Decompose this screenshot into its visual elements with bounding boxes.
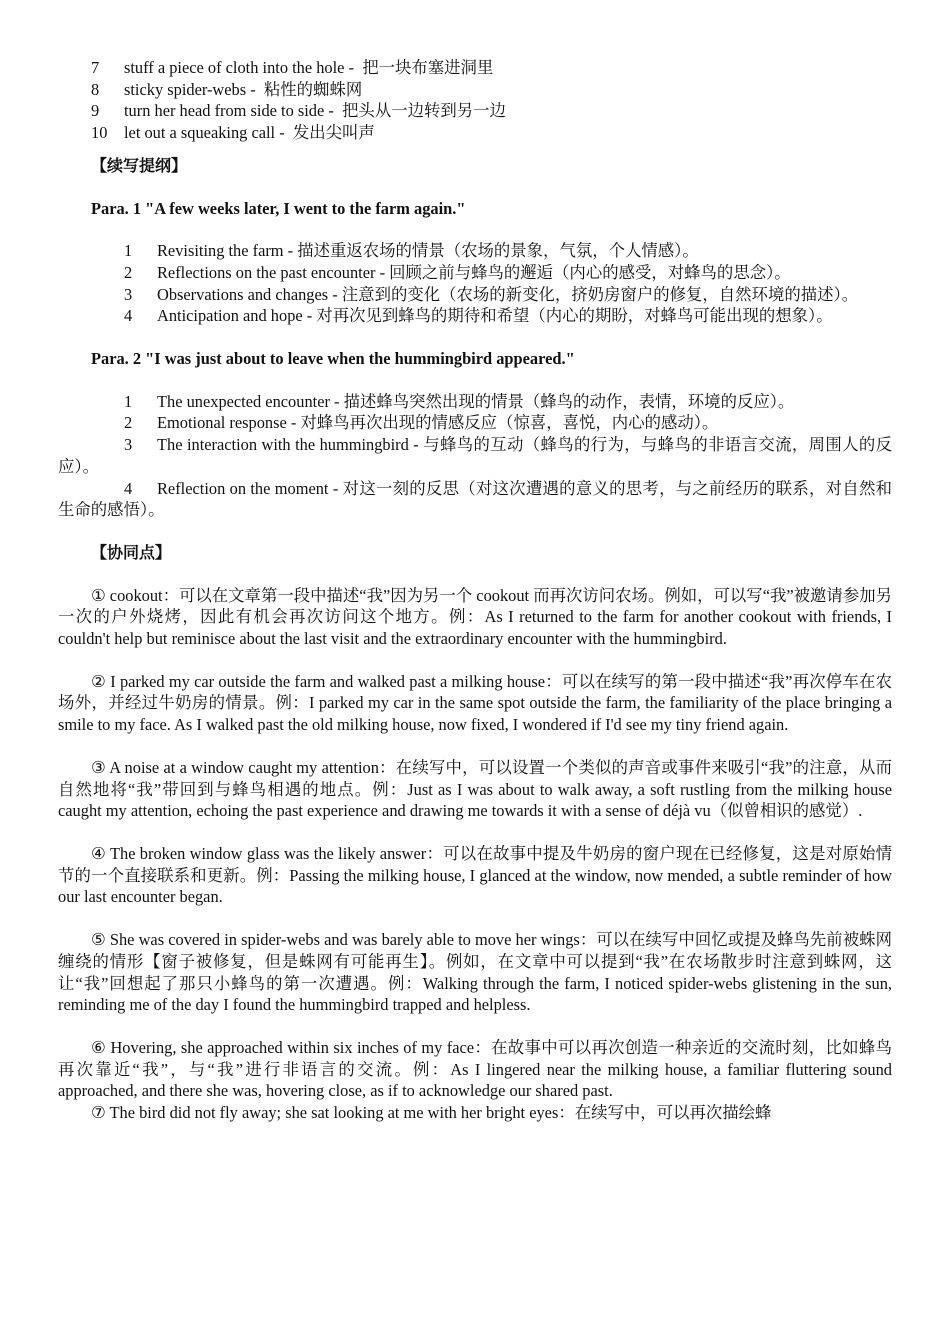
outline-item	[58, 391, 892, 413]
outline-item	[58, 478, 892, 521]
item-number: 4	[124, 306, 133, 326]
item-number: 1	[124, 241, 133, 261]
item-text: Reflection on the moment - 对这一刻的反思（对这次遭遇的意义的思考，与之前经历的联系，对自然和生命的感悟）。	[58, 478, 892, 520]
item-text: Anticipation and hope - 对再次见到蜂鸟的期待和希望（内心的期盼，对蜂鸟可能出现的想象）。	[157, 306, 833, 326]
synergy-paragraph: ⑦ The bird did not fly away; she sat looking at me with her bright eyes：在续写中，可以再次描绘蜂	[91, 1103, 772, 1123]
vocab-number: 8	[91, 79, 100, 99]
item-number: 2	[124, 413, 133, 433]
outline-heading: 【续写提纲】	[91, 155, 188, 175]
item-text: Revisiting the farm - 描述重返农场的情景（农场的景象，气氛，个人情感）。	[157, 241, 699, 261]
outline-item	[58, 284, 892, 306]
synergy-paragraph: ② I parked my car outside the farm and walked past a milking house：可以在续写的第一段中描述“我”再次停车在农场外，并经过牛奶房的情景。例：I parked my car in the same spot outside the farm, the familiarity of the place bringing a smile to my face. As I walked past the old milking house, now fixed, I wondered if I'd see my tiny friend again.	[58, 671, 892, 735]
para2-items	[58, 391, 892, 521]
item-number: 3	[124, 284, 133, 304]
synergy-paragraph: ④ The broken window glass was the likely answer：可以在故事中提及牛奶房的窗户现在已经修复，这是对原始情节的一个直接联系和更新。例：Passing the milking house, I glanced at the window, now mended, a subtle reminder of how our last encounter began.	[58, 843, 892, 907]
vocab-english: stuff a piece of cloth into the hole	[124, 58, 345, 77]
para1-items	[58, 240, 892, 327]
vocab-number: 7	[91, 58, 100, 77]
synergy-paragraph: ⑤ She was covered in spider-webs and was barely able to move her wings：可以在续写中回忆或提及蜂鸟先前被蛛网缠绕的情形【窗子被修复，但是蛛网有可能再生】。例如，在文章中可以提到“我”在农场散步时注意到蛛网，这让“我”回想起了那只小蜂鸟的第一次遭遇。例：Walking through the farm, I noticed spider-webs glistening in the sun, reminding me of the day I found the hummingbird trapped and helpless.	[58, 930, 892, 1015]
vocab-item: 9 turn her head from side to side - 把头从一边转到另一边	[91, 101, 506, 121]
vocab-english: turn her head from side to side	[124, 101, 325, 121]
outline-item	[58, 434, 892, 477]
item-text: Reflections on the past encounter - 回顾之前与蜂鸟的邂逅（内心的感受，对蜂鸟的思念）。	[157, 262, 791, 282]
vocab-item: 10 let out a squeaking call - 发出尖叫声	[91, 123, 375, 143]
vocab-item: 7 stuff a piece of cloth into the hole - 把一块布塞进洞里	[91, 58, 494, 77]
outline-item	[58, 305, 892, 327]
para1-title: Para. 1 "A few weeks later, I went to the farm again."	[91, 198, 466, 218]
vocab-chinese: 发出尖叫声	[292, 123, 375, 143]
vocab-chinese: 粘性的蜘蛛网	[263, 79, 363, 99]
document-page	[58, 57, 892, 1124]
item-text: Emotional response - 对蜂鸟再次出现的情感反应（惊喜，喜悦，内心的感动）。	[157, 413, 719, 433]
synergy-paragraph: ① cookout：可以在文章第一段中描述“我”因为另一个 cookout 而再次访问农场。例如，可以写“我”被邀请参加另一次的户外烧烤，因此有机会再次访问这个地方。例：As I returned to the farm for another cookout with friends, I couldn't help but reminisce about the last visit and the extraordinary encounter with the hummingbird.	[58, 585, 892, 649]
item-number: 3	[124, 435, 133, 455]
vocab-chinese: 把一块布塞进洞里	[362, 58, 494, 77]
vocab-chinese: 把头从一边转到另一边	[342, 101, 506, 121]
vocab-english: sticky spider-webs	[124, 79, 247, 99]
vocab-number: 10	[91, 123, 108, 143]
vocab-english: let out a squeaking call	[124, 123, 276, 143]
item-number: 1	[124, 391, 133, 411]
synergy-heading: 【协同点】	[91, 542, 172, 562]
outline-item	[58, 262, 892, 284]
vocab-list	[58, 57, 892, 144]
outline-item	[58, 240, 892, 262]
item-number: 4	[124, 478, 133, 498]
synergy-paragraph: ⑥ Hovering, she approached within six inches of my face：在故事中可以再次创造一种亲近的交流时刻，比如蜂鸟再次靠近“我”，与“我”进行非语言的交流。例：As I lingered near the milking house, a familiar fluttering sound approached, and there she was, hovering close, as if to acknowledge our shared past.	[58, 1037, 892, 1101]
para2-title: Para. 2 "I was just about to leave when the hummingbird appeared."	[91, 349, 575, 369]
vocab-item: 8 sticky spider-webs - 粘性的蜘蛛网	[91, 79, 363, 99]
outline-item	[58, 412, 892, 434]
item-text: Observations and changes - 注意到的变化（农场的新变化，挤奶房窗户的修复，自然环境的描述）。	[157, 284, 859, 304]
item-number: 2	[124, 262, 133, 282]
synergy-paragraph: ③ A noise at a window caught my attention：在续写中，可以设置一个类似的声音或事件来吸引“我”的注意，从而自然地将“我”带回到与蜂鸟相遇的地点。例：Just as I was about to walk away, a soft rustling from the milking house caught my attention, echoing the past experience and drawing me towards it with a sense of déjà vu（似曾相识的感觉）.	[58, 757, 892, 821]
item-text: The unexpected encounter - 描述蜂鸟突然出现的情景（蜂鸟的动作，表情，环境的反应）。	[157, 391, 795, 411]
vocab-number: 9	[91, 101, 100, 121]
item-text: The interaction with the hummingbird - 与蜂鸟的互动（蜂鸟的行为，与蜂鸟的非语言交流，周围人的反应）。	[58, 435, 892, 476]
